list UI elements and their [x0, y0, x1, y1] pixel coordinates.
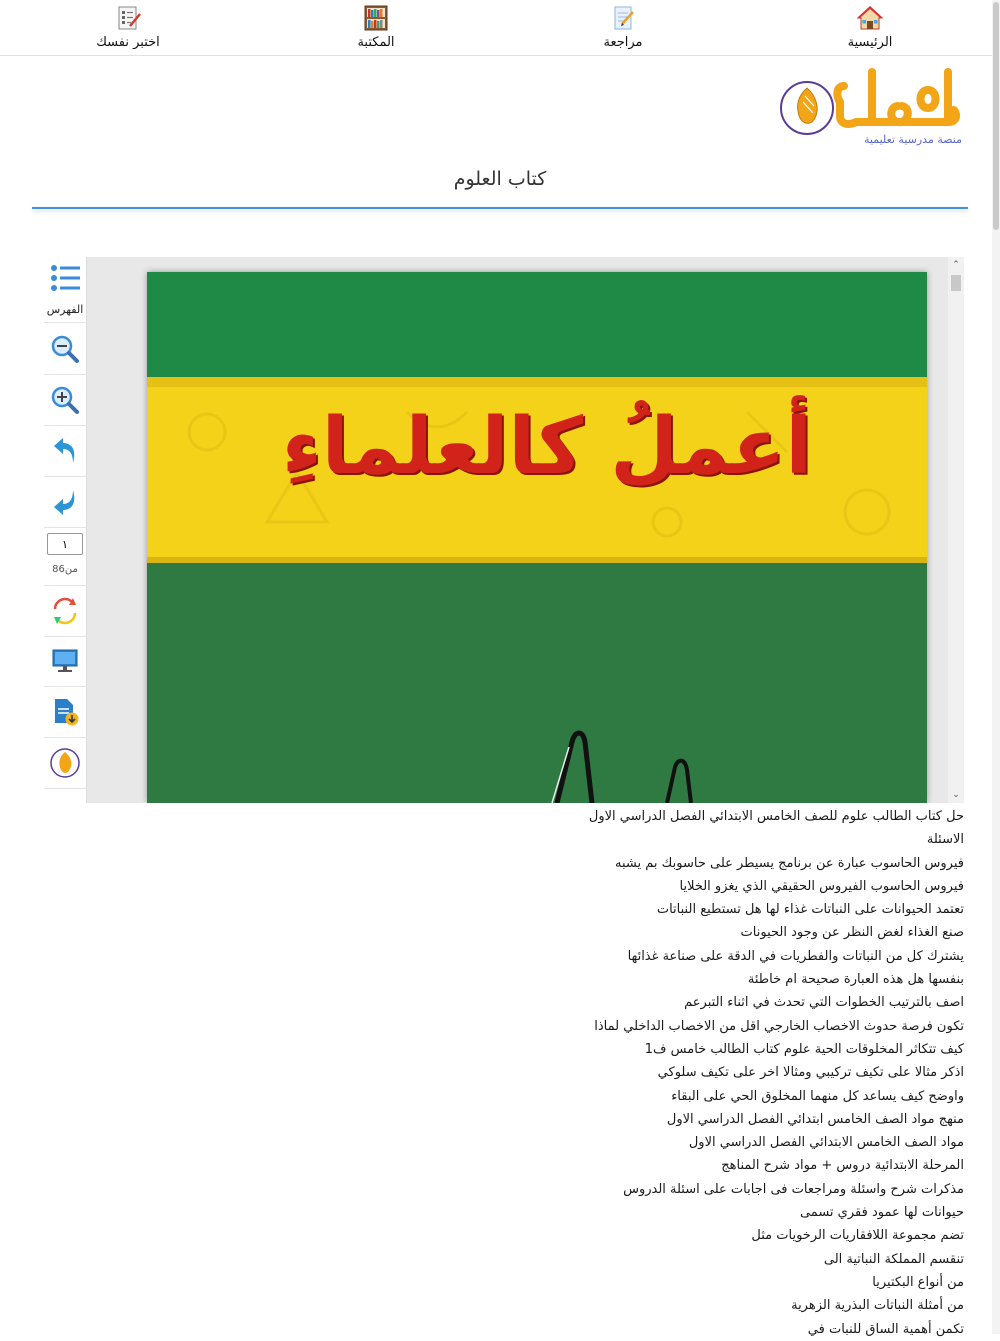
review-notepad-icon	[609, 4, 637, 32]
logo-tagline: منصة مدرسية تعليمية	[864, 133, 962, 146]
page-scrollbar[interactable]	[992, 0, 1000, 1334]
question-link[interactable]: اذكر مثالا على تكيف تركيبي ومثالا اخر على تكيف سلوكي	[657, 1065, 964, 1081]
question-link[interactable]: واوضح كيف يساعد كل منهما المخلوق الحي على البقاء	[671, 1088, 964, 1104]
next-page-button[interactable]	[44, 477, 86, 528]
viewer-scrollbar-thumb[interactable]	[951, 275, 961, 291]
download-button[interactable]	[44, 687, 86, 738]
question-link[interactable]: منهج مواد الصف الخامس ابتدائي الفصل الدراسي الاول	[666, 1111, 964, 1127]
previous-page-button[interactable]	[44, 426, 86, 477]
question-link[interactable]: من أنواع البكتيريا	[872, 1274, 964, 1290]
zoom-out-icon	[50, 334, 80, 364]
nav-item-home[interactable]	[810, 4, 930, 50]
top-navigation	[0, 0, 992, 56]
logo-icon	[49, 747, 81, 779]
question-link[interactable]: حل كتاب الطالب علوم للصف الخامس الابتدائي الفصل الدراسي الاول	[588, 809, 964, 824]
question-link[interactable]: تكمن أهمية الساق للنبات في	[807, 1321, 964, 1337]
nav-label-home: الرئيسية	[847, 35, 893, 50]
page-scrollbar-thumb[interactable]	[993, 2, 999, 230]
nav-item-test-yourself[interactable]	[68, 4, 188, 50]
nav-label-review: مراجعة	[603, 35, 643, 50]
question-link[interactable]: تنقسم المملكة النباتية الى	[823, 1251, 964, 1267]
refresh-button[interactable]	[44, 585, 86, 637]
book-page-cover[interactable]	[147, 272, 927, 803]
next-page-icon	[51, 488, 79, 516]
question-link[interactable]: بنفسها هل هذه العبارة صحيحة ام خاطئة	[747, 972, 964, 988]
question-link[interactable]: تكون فرصة حدوث الاخصاب الخارجي اقل من الاخصاب الداخلي لماذا	[594, 1018, 964, 1034]
nav-item-library[interactable]	[316, 4, 436, 50]
book-viewer	[44, 257, 964, 803]
question-link[interactable]: فيروس الحاسوب عبارة عن برنامج يسيطر على حاسوبك بم يشبه	[615, 855, 964, 871]
viewer-toolbar	[44, 257, 87, 803]
nav-label-test-yourself: اختبر نفسك	[96, 35, 160, 50]
question-link[interactable]: اصف بالترتيب الخطوات التي تحدث في اثناء التبرعم	[684, 995, 964, 1011]
questions-list	[64, 805, 964, 1341]
question-link[interactable]: مذكرات شرح واسئلة ومراجعات فى اجابات على اسئلة الدروس	[623, 1181, 964, 1197]
zoom-out-button[interactable]	[44, 324, 86, 375]
viewer-scroll-down-icon[interactable]: ⌄	[952, 790, 960, 800]
page-title: كتاب العلوم	[453, 168, 547, 190]
total-pages-label: 86من	[52, 564, 78, 575]
question-link[interactable]: كيف تتكاثر المخلوقات الحية علوم كتاب الطالب خامس ف1	[644, 1041, 964, 1057]
test-checklist-icon	[114, 4, 142, 32]
list-icon	[48, 261, 82, 295]
home-icon	[856, 4, 884, 32]
book-cover-artwork	[147, 272, 927, 803]
nav-item-review[interactable]	[563, 4, 683, 50]
viewer-scroll-up-icon[interactable]: ⌃	[952, 260, 960, 270]
previous-page-icon	[51, 437, 79, 465]
library-bookshelf-icon	[362, 4, 390, 32]
page-number-input[interactable]	[47, 533, 83, 555]
download-icon	[50, 697, 80, 727]
fullscreen-icon	[51, 648, 79, 674]
question-link[interactable]: تضم مجموعة اللافقاريات الرخويات مثل	[751, 1228, 964, 1244]
nav-label-library: المكتبة	[357, 35, 395, 50]
question-link[interactable]: مواد الصف الخامس الابتدائي الفصل الدراسي الاول	[688, 1135, 964, 1151]
question-link[interactable]: من أمثلة النباتات البذرية الزهرية	[791, 1298, 964, 1314]
zoom-in-button[interactable]	[44, 375, 86, 426]
question-link[interactable]: المرحلة الابتدائية دروس + مواد شرح المناهج	[721, 1158, 964, 1174]
toc-label: الفهرس	[46, 303, 84, 316]
question-link[interactable]: حيوانات لها عمود فقري تسمى	[799, 1205, 964, 1221]
question-link[interactable]: الاسئلة	[926, 832, 964, 848]
viewer-scrollbar[interactable]	[948, 257, 964, 803]
question-link[interactable]: فيروس الحاسوب الفيروس الحقيقي الذي يغزو الخلايا	[679, 878, 964, 894]
refresh-icon	[49, 595, 81, 627]
question-link[interactable]: يشترك كل من النباتات والفطريات في الدقة على صناعة غذائها	[627, 948, 964, 964]
question-link[interactable]: تعتمد الحيوانات على النباتات غذاء لها هل تستطيع النباتات	[656, 902, 964, 918]
question-link[interactable]: صنع الغذاء لغض النظر عن وجود الحيونات	[740, 925, 964, 941]
site-logo-button[interactable]	[44, 738, 86, 789]
title-divider	[32, 207, 968, 209]
fullscreen-button[interactable]	[44, 636, 86, 687]
zoom-in-icon	[50, 385, 80, 415]
book-cover-heading: أعملُ كالعلماءِ	[281, 402, 813, 492]
toc-button[interactable]	[44, 257, 86, 323]
